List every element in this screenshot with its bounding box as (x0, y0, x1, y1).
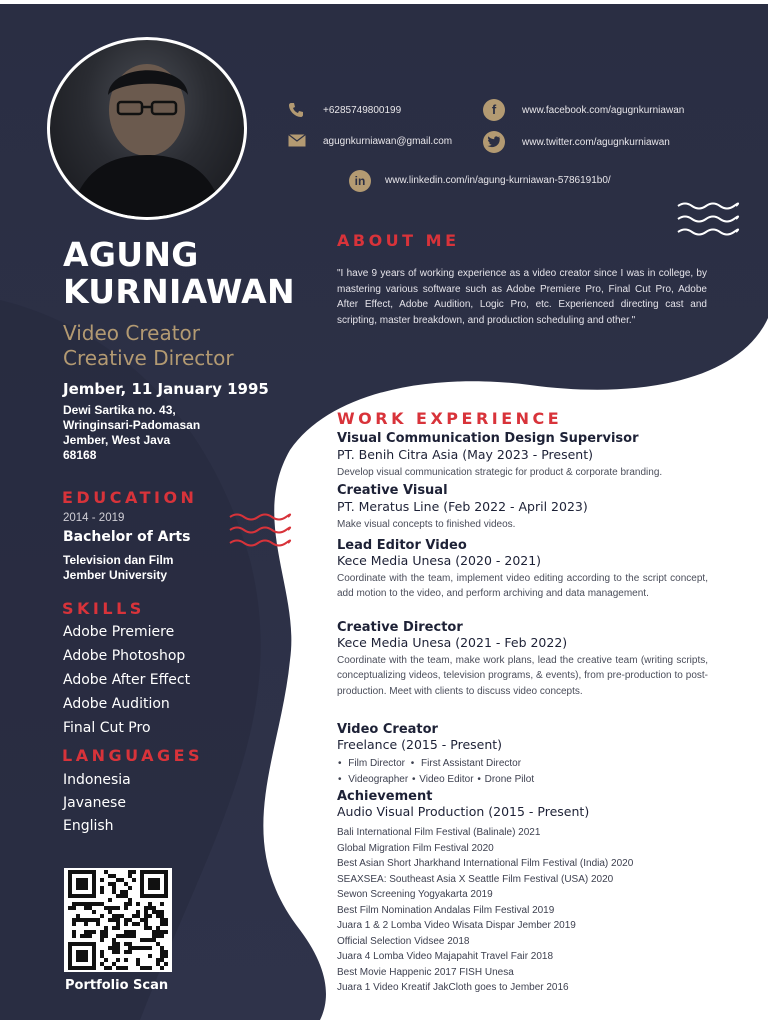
job-org: Kece Media Unesa (2020 - 2021) (337, 553, 542, 568)
job-entry (337, 722, 502, 752)
achievement-item: Sewon Screening Yogyakarta 2019 (337, 889, 493, 900)
about-heading: ABOUT ME (337, 231, 460, 250)
job-entry (337, 431, 708, 480)
about-text: "I have 9 years of working experience as a video creator since I was in college, by mastering various software such as Adobe Premiere Pro, Final Cut Pro, Adobe After Effect, Adobe Audition, Logic Pro, etc. Experienced directing cast and scripting, master breakdown, and production scheduling and other." (337, 268, 707, 327)
job-org: PT. Benih Citra Asia (May 2023 - Present) (337, 447, 593, 462)
birth-info: Jember, 11 January 1995 (63, 380, 269, 398)
language-item: English (63, 818, 114, 834)
job-desc: Coordinate with the team, implement video editing according to the script concept, add motion to the video, and perform archiving and data management. (337, 573, 708, 600)
education-degree: Bachelor of Arts (63, 529, 191, 545)
bullet-item: First Assistant Director (421, 758, 522, 769)
achievement-org: Audio Visual Production (2015 - Present) (337, 804, 590, 819)
job-org: Kece Media Unesa (2021 - Feb 2022) (337, 635, 568, 650)
achievement-item: SEAXSEA: Southeast Asia X Seattle Film Festival (USA) 2020 (337, 873, 614, 885)
role-primary: Video Creator (63, 321, 201, 345)
job-entry (337, 538, 708, 602)
achievement-heading: Achievement (337, 789, 433, 804)
language-item: Indonesia (63, 772, 131, 788)
languages-heading: LANGUAGES (62, 746, 204, 765)
job-desc: Develop visual communication strategic for product & corporate branding. (337, 467, 663, 478)
job-desc: Make visual concepts to finished videos. (337, 519, 516, 530)
achievement-item: Best Film Nomination Andalas Film Festival 2019 (337, 904, 555, 916)
freelance-bullets: • Film Director • First Assistant Director • Videographer • Video Editor • Drone Pilot (338, 758, 535, 785)
portfolio-label: Portfolio Scan (65, 978, 169, 993)
portfolio-qr-code[interactable] (64, 868, 172, 972)
education-school: Jember University (63, 568, 168, 582)
facebook-icon: f (483, 99, 505, 121)
phone-icon (288, 102, 304, 123)
bullet-item: Film Director (348, 758, 405, 769)
full-name (63, 236, 295, 310)
first-name: AGUNG (63, 235, 199, 274)
achievement-item: Juara 4 Lomba Video Majapahit Travel Fair 2018 (337, 951, 554, 962)
achievement-block (337, 789, 589, 819)
skills-list (63, 620, 190, 740)
twitter-icon (483, 131, 505, 153)
achievement-item: Juara 1 Video Kreatif JakCloth goes to Jember 2016 (337, 982, 569, 993)
address-line: 68168 (63, 448, 97, 462)
education-detail (63, 553, 173, 583)
bullet-item: Drone Pilot (484, 773, 535, 785)
languages-list (63, 769, 131, 838)
job-desc: Coordinate with the team, make work plans, lead the creative team (writing scripts, conceptualizing videos, television programs, & events), from pre-production to post-production. Meet with clients to discuss video concepts. (337, 655, 708, 697)
address (63, 403, 200, 463)
skill-item: Adobe Photoshop (63, 648, 186, 664)
mail-icon (288, 134, 306, 152)
education-years: 2014 - 2019 (63, 512, 125, 524)
address-line: Wringinsari-Padomasan (63, 418, 201, 432)
phone-number[interactable]: +6285749800199 (323, 105, 402, 116)
twitter-link[interactable]: www.twitter.com/agugnkurniawan (522, 137, 670, 148)
achievement-item: Juara 1 & 2 Lomba Video Wisata Dispar Jember 2019 (337, 920, 576, 931)
job-entry (337, 620, 708, 699)
job-title: Lead Editor Video (337, 538, 467, 553)
job-title: Creative Director (337, 620, 463, 635)
email-address[interactable]: agugnkurniawan@gmail.com (323, 136, 453, 147)
skill-item: Adobe Audition (63, 696, 170, 712)
language-item: Javanese (63, 795, 126, 811)
achievement-item: Best Movie Happenic 2017 FISH Unesa (337, 966, 514, 978)
job-org: PT. Meratus Line (Feb 2022 - April 2023) (337, 499, 588, 514)
achievement-item: Global Migration Film Festival 2020 (337, 842, 494, 854)
education-heading: EDUCATION (62, 488, 198, 507)
facebook-link[interactable]: www.facebook.com/agugnkurniawan (522, 105, 685, 116)
bullet-item: Videographer (348, 773, 409, 785)
education-major: Television dan Film (63, 553, 174, 567)
last-name: KURNIAWAN (63, 272, 295, 311)
skills-heading: SKILLS (62, 599, 145, 618)
linkedin-link[interactable]: www.linkedin.com/in/agung-kurniawan-5786191b0/ (385, 175, 611, 186)
achievement-item: Best Asian Short Jharkhand International Film Festival (India) 2020 (337, 858, 634, 869)
person-silhouette-icon (50, 40, 244, 217)
job-title: Creative Visual (337, 483, 448, 498)
profile-photo (47, 37, 247, 220)
achievement-item: Official Selection Vidsee 2018 (337, 935, 470, 947)
achievement-list (337, 825, 633, 996)
skill-item: Adobe After Effect (63, 672, 191, 688)
job-title: Visual Communication Design Supervisor (337, 431, 639, 446)
bullet-item: Video Editor (419, 773, 474, 785)
address-line: Dewi Sartika no. 43, (63, 403, 176, 417)
linkedin-icon: in (349, 170, 371, 192)
address-line: Jember, West Java (63, 433, 171, 447)
qr-code-icon (64, 868, 172, 972)
role-secondary: Creative Director (63, 346, 234, 370)
job-entry (337, 483, 708, 532)
job-title: Video Creator (337, 722, 438, 737)
work-experience-heading: WORK EXPERIENCE (337, 409, 563, 428)
job-org: Freelance (2015 - Present) (337, 737, 503, 752)
achievement-item: Bali International Film Festival (Balinale) 2021 (337, 827, 541, 838)
skill-item: Adobe Premiere (63, 624, 175, 640)
skill-item: Final Cut Pro (63, 720, 151, 736)
